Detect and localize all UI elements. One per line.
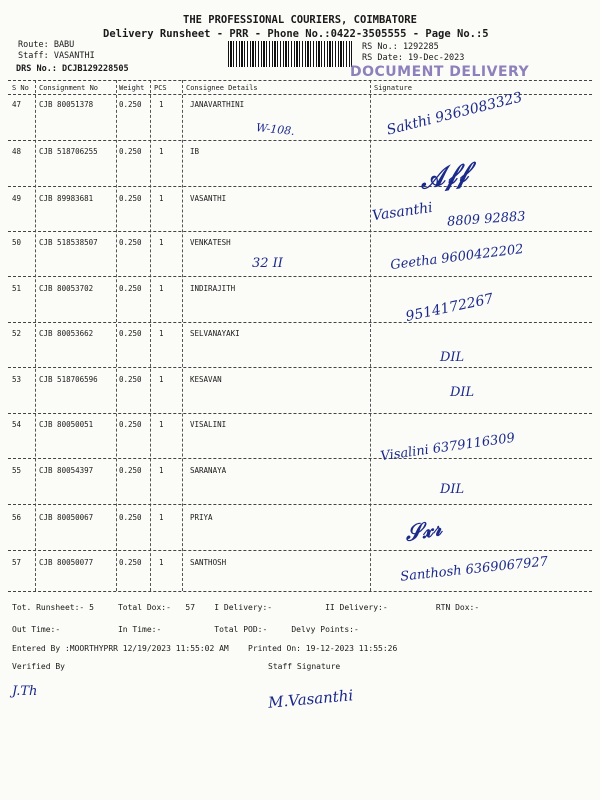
row56-signature-scribble: 𝒮𝓍𝓇: [403, 515, 444, 547]
row-sno: 56: [12, 513, 22, 522]
row-consignment: CJB 80050051: [39, 420, 94, 429]
row-pcs: 1: [159, 375, 164, 384]
row52-signature: DIL: [440, 350, 465, 365]
row47-signature: Sakthi 9363083323: [385, 89, 524, 139]
staff-label: Staff: VASANTHI: [18, 51, 95, 61]
row-consignee: VENKATESH: [190, 238, 231, 247]
row-consignment: CJB 518538507: [39, 238, 98, 247]
route-label: Route: BABU: [18, 40, 75, 50]
row-consignment: CJB 80050077: [39, 558, 94, 567]
row-consignee: SANTHOSH: [190, 558, 227, 567]
col-consignment: Consignment No: [39, 84, 99, 92]
row-consignee: SELVANAYAKI: [190, 329, 240, 338]
row-weight: 0.250: [119, 147, 142, 156]
rs-number: RS No.: 1292285: [362, 42, 439, 52]
row47-handwritten-note: W-108.: [255, 121, 296, 138]
row-weight: 0.250: [119, 558, 142, 567]
row-divider: [8, 458, 592, 459]
row-divider: [8, 186, 592, 187]
row57-signature: Santhosh 6369067927: [399, 554, 549, 585]
row-divider: [8, 322, 592, 323]
row-consignment: CJB 89983681: [39, 194, 94, 203]
totals-line: Tot. Runsheet:- 5 Total Dox:- 57 I Delivery:- II Delivery:- RTN Dox:-: [12, 603, 480, 612]
row-sno: 47: [12, 100, 22, 109]
row51-signature: 9514172267: [404, 290, 495, 326]
row-consignment: CJB 518706596: [39, 375, 98, 384]
barcode-image: [228, 41, 352, 67]
row-pcs: 1: [159, 238, 164, 247]
row-divider: [8, 550, 592, 551]
row-divider: [8, 140, 592, 141]
column-divider: [182, 80, 183, 591]
row-divider: [8, 276, 592, 277]
row-consignee: PRIYA: [190, 513, 213, 522]
row-consignment: CJB 80053702: [39, 284, 94, 293]
row-sno: 54: [12, 420, 22, 429]
row-pcs: 1: [159, 284, 164, 293]
row-sno: 49: [12, 194, 22, 203]
column-divider: [35, 80, 36, 591]
col-consignee: Consignee Details: [186, 84, 258, 92]
row-weight: 0.250: [119, 375, 142, 384]
column-divider: [150, 80, 151, 591]
row-sno: 48: [12, 147, 22, 156]
row-sno: 51: [12, 284, 22, 293]
staff-signature-label: Staff Signature: [268, 662, 341, 671]
row-consignment: CJB 80053662: [39, 329, 94, 338]
row-weight: 0.250: [119, 420, 142, 429]
row-weight: 0.250: [119, 194, 142, 203]
row-consignee: JANAVARTHINI: [190, 100, 245, 109]
row-divider: [8, 413, 592, 414]
col-pcs: PCS: [154, 84, 167, 92]
column-divider: [116, 80, 117, 591]
row-pcs: 1: [159, 147, 164, 156]
row-sno: 55: [12, 466, 22, 475]
table-top-rule: [8, 80, 592, 81]
company-title: THE PROFESSIONAL COURIERS, COIMBATORE: [183, 14, 417, 26]
row-divider: [8, 367, 592, 368]
verified-by-initials: J.Th: [12, 684, 38, 699]
staff-handwritten-signature: M.Vasanthi: [267, 686, 354, 712]
row-pcs: 1: [159, 194, 164, 203]
row-pcs: 1: [159, 558, 164, 567]
row-pcs: 1: [159, 420, 164, 429]
entered-by-line: Entered By :MOORTHYPRR 12/19/2023 11:55:02 AM Printed On: 19-12-2023 11:55:26: [12, 644, 398, 653]
row-consignment: CJB 80054397: [39, 466, 94, 475]
row-consignee: INDIRAJITH: [190, 284, 236, 293]
row-weight: 0.250: [119, 513, 142, 522]
row-sno: 50: [12, 238, 22, 247]
row50-handwritten-note: 32 II: [252, 256, 283, 271]
column-divider: [370, 80, 371, 591]
col-weight: Weight: [119, 84, 145, 92]
row55-signature: DIL: [440, 482, 465, 497]
row-consignment: CJB 80051378: [39, 100, 94, 109]
col-signature: Signature: [374, 84, 412, 92]
row-pcs: 1: [159, 466, 164, 475]
row50-signature: Geetha 9600422202: [389, 241, 525, 274]
row49-handwritten-number: 8809 92883: [446, 209, 527, 230]
row-consignee: VISALINI: [190, 420, 227, 429]
row-consignee: SARANAYA: [190, 466, 227, 475]
row-weight: 0.250: [119, 238, 142, 247]
row-divider: [8, 504, 592, 505]
row48-signature-scribble: 𝒜𝒻𝒻: [417, 158, 470, 196]
row-weight: 0.250: [119, 329, 142, 338]
row54-signature: Visalini 6379116309: [379, 430, 516, 465]
verified-by-label: Verified By: [12, 662, 65, 671]
row-consignment: CJB 518706255: [39, 147, 98, 156]
runsheet-subtitle: Delivery Runsheet - PRR - Phone No.:0422-3505555 - Page No.:5: [103, 28, 489, 40]
row-consignee: VASANTHI: [190, 194, 227, 203]
row-consignee: IB: [190, 147, 200, 156]
document-delivery-stamp: DOCUMENT DELIVERY: [350, 64, 530, 80]
rs-date: RS Date: 19-Dec-2023: [362, 53, 465, 63]
row49-signature: Vasanthi: [371, 199, 434, 225]
table-bottom-rule: [8, 591, 592, 592]
col-sno: S No: [12, 84, 29, 92]
row-weight: 0.250: [119, 466, 142, 475]
row-sno: 57: [12, 558, 22, 567]
row-divider: [8, 231, 592, 232]
row53-signature: DIL: [450, 385, 475, 400]
row-pcs: 1: [159, 329, 164, 338]
row-weight: 0.250: [119, 284, 142, 293]
drs-number: DRS No.: DCJB129228505: [16, 64, 129, 74]
row-pcs: 1: [159, 100, 164, 109]
row-sno: 53: [12, 375, 22, 384]
row-sno: 52: [12, 329, 22, 338]
row-consignee: KESAVAN: [190, 375, 222, 384]
row-pcs: 1: [159, 513, 164, 522]
row-consignment: CJB 80050067: [39, 513, 94, 522]
row-weight: 0.250: [119, 100, 142, 109]
times-line: Out Time:- In Time:- Total POD:- Delvy Points:-: [12, 625, 359, 634]
